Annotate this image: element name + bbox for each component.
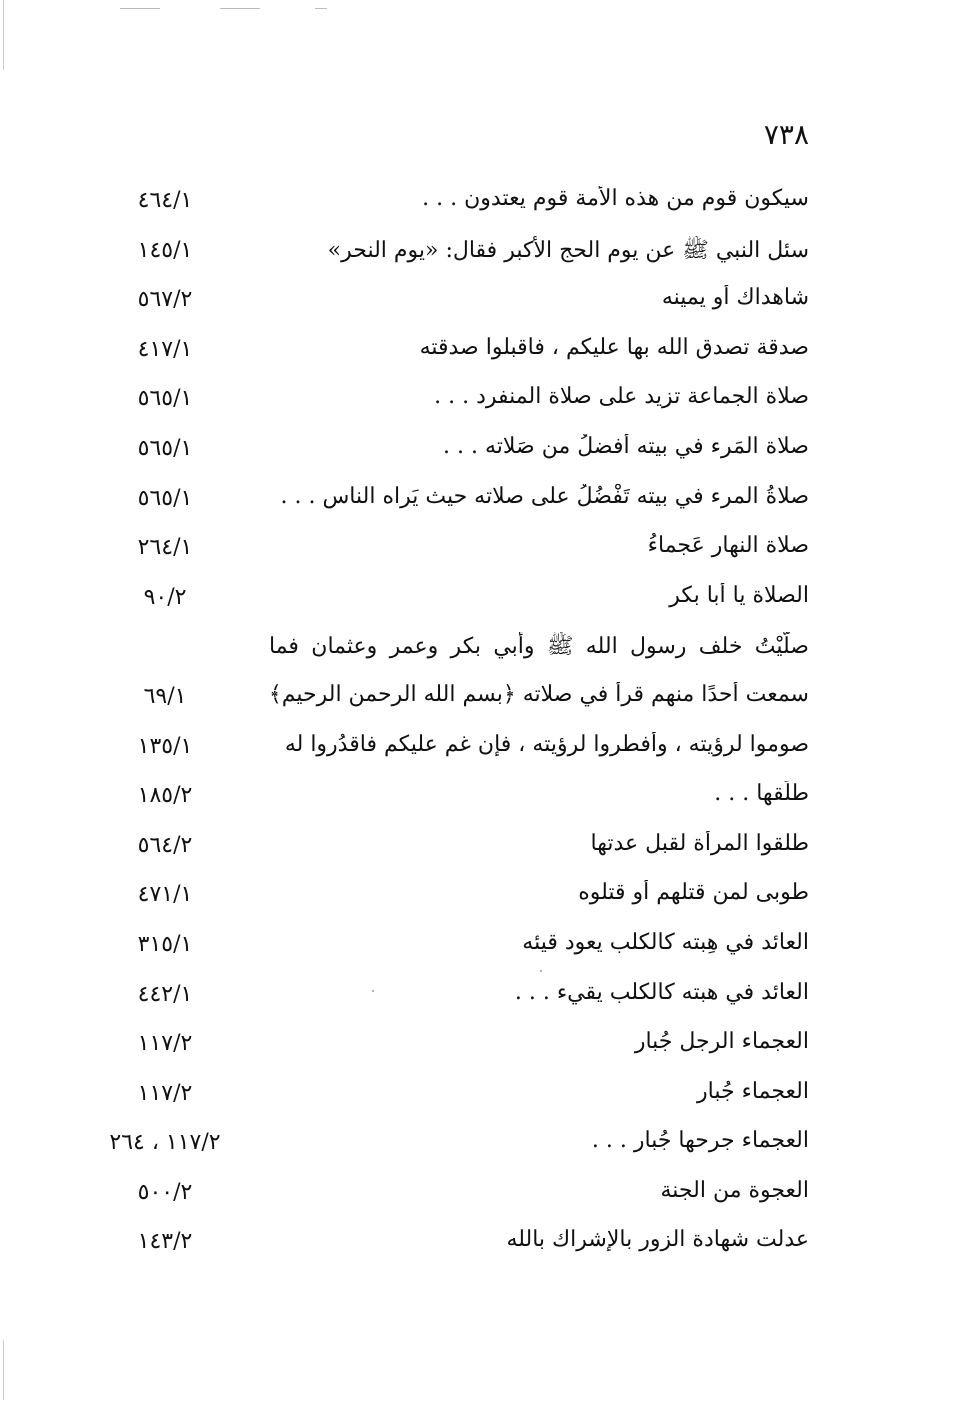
scan-edge-mark xyxy=(315,8,327,9)
entry-reference: ٣١٥/١ xyxy=(137,931,193,957)
entry-text: صلَّيْتُ خلف رسول الله ﷺ وأبي بكر وعمر وعثمان فما xyxy=(269,634,809,660)
scan-edge-mark xyxy=(220,8,260,9)
index-entry xyxy=(0,825,979,875)
index-entry xyxy=(0,924,979,974)
entry-text: طلقوا المرأة لقبل عدتها xyxy=(590,830,809,856)
scan-edge-mark xyxy=(120,8,160,9)
entry-reference: ٤٧١/١ xyxy=(137,882,193,908)
entry-text: طلِّقها . . . xyxy=(714,781,809,807)
index-entry xyxy=(0,874,979,924)
index-entry xyxy=(0,527,979,577)
entry-text: صلاةُ المرء في بيته تَفْضُلُ على صلاته حيث يَراه الناس . . . xyxy=(280,483,809,509)
entry-reference: ٥٦٥/١ xyxy=(137,435,193,461)
entry-reference: ٥٦٧/٢ xyxy=(137,287,193,313)
entry-text: عدلت شهادة الزور بالإشراك بالله xyxy=(506,1227,809,1253)
page-number: ٧٣٨ xyxy=(763,118,809,151)
entry-reference: ٤٤٢/١ xyxy=(137,981,193,1007)
index-entry xyxy=(0,775,979,825)
entry-reference: ٤١٧/١ xyxy=(137,336,193,362)
entry-text: شاهداك أو يمينه xyxy=(661,285,809,311)
index-entry xyxy=(0,329,979,379)
index-entry xyxy=(0,676,979,726)
index-entry xyxy=(0,1122,979,1172)
entry-text: طوبى لمن قتلهم أو قتلوه xyxy=(578,880,809,906)
entry-text: العجماء جُبار xyxy=(697,1078,809,1104)
index-entry xyxy=(0,378,979,428)
entry-text: سئل النبي ﷺ عن يوم الحج الأكبر فقال: «يوم النحر» xyxy=(327,237,809,263)
entry-text: صوموا لرؤيته ، وأفطروا لرؤيته ، فإن غم عليكم فاقدُروا له xyxy=(284,731,809,757)
index-entry xyxy=(0,1073,979,1123)
entry-reference: ١٨٥/٢ xyxy=(137,783,193,809)
entry-reference: ١٣٥/١ xyxy=(137,733,193,759)
entry-reference: ١٤٥/١ xyxy=(137,237,193,263)
index-entry xyxy=(0,230,979,280)
entry-reference: ١١٧/٢ xyxy=(137,1031,193,1057)
entry-reference: ١١٧/٢ xyxy=(137,1080,193,1106)
entry-text: العجوة من الجنة xyxy=(660,1177,809,1203)
index-entry xyxy=(0,180,979,230)
entry-reference: ٢٦٤/١ xyxy=(137,535,193,561)
index-entry xyxy=(0,1221,979,1271)
entry-text: العائد في هِبته كالكلب يعود قيئه xyxy=(522,929,809,955)
entry-reference: ٦٩/١ xyxy=(143,683,187,709)
entry-reference: ٤٦٤/١ xyxy=(137,188,193,213)
hadith-index-list xyxy=(0,180,979,1271)
entry-text: العائد في هبته كالكلب يقيء . . . xyxy=(514,979,809,1005)
entry-reference: ٥٠٠/٢ xyxy=(137,1179,193,1205)
index-entry xyxy=(0,478,979,528)
index-entry xyxy=(0,1023,979,1073)
entry-text: صلاة الجماعة تزيد على صلاة المنفرد . . . xyxy=(434,384,809,410)
index-entry xyxy=(0,279,979,329)
entry-reference: ٥٦٤/٢ xyxy=(137,832,193,858)
entry-text: صلاة النهار عَجماءُ xyxy=(647,533,809,559)
entry-reference: ٥٦٥/١ xyxy=(137,485,193,511)
entry-reference: ٥٦٥/١ xyxy=(137,386,193,412)
entry-text: سمعت أحدًا منهم قرأ في صلاته ﴿بسم الله الرحمن الرحيم﴾ xyxy=(268,681,809,707)
index-entry xyxy=(0,1172,979,1222)
entry-text: العجماء الرجل جُبار xyxy=(634,1029,809,1055)
index-entry xyxy=(0,626,979,676)
entry-text: صدقة تصدق الله بها عليكم ، فاقبلوا صدقته xyxy=(419,334,809,360)
entry-text: سيكون قوم من هذه الأمة قوم يعتدون . . . xyxy=(422,186,809,211)
index-entry xyxy=(0,428,979,478)
scan-edge-mark xyxy=(3,0,4,70)
entry-reference: ٩٠/٢ xyxy=(143,584,187,610)
index-entry xyxy=(0,726,979,776)
index-entry xyxy=(0,577,979,627)
scan-edge-mark xyxy=(3,1340,4,1400)
entry-text: الصلاة يا أبا بكر xyxy=(669,582,809,608)
entry-reference: ١٤٣/٢ xyxy=(137,1229,193,1255)
index-entry xyxy=(0,974,979,1024)
entry-reference: ١١٧/٢ ، ٢٦٤ xyxy=(109,1130,221,1156)
entry-text: العجماء جرحها جُبار . . . xyxy=(591,1128,809,1154)
entry-text: صلاة المَرء في بيته أفضلُ من صَلاته . . . xyxy=(443,433,809,459)
